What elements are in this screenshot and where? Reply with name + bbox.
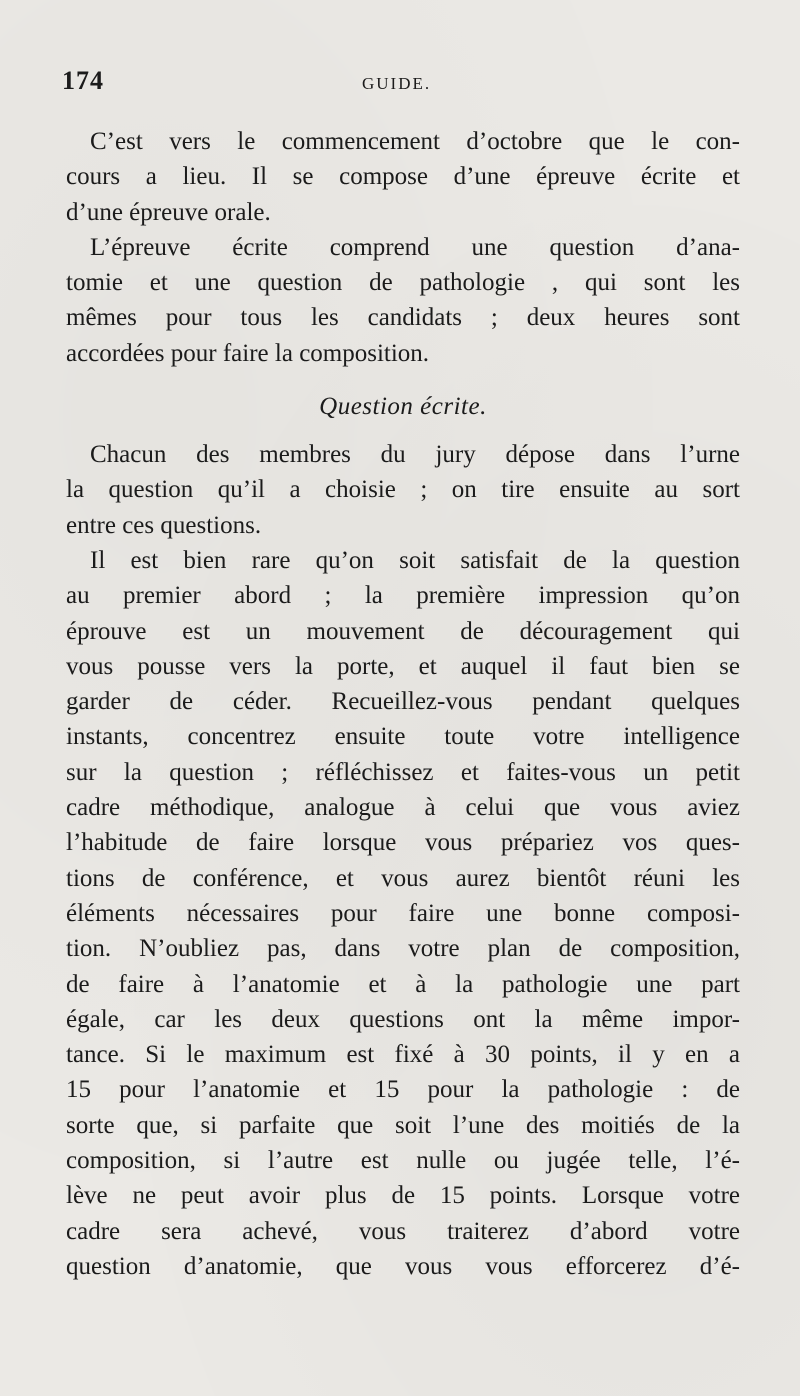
- text-line: composition, si l’autre est nulle ou jugée telle, l’é-: [66, 1147, 740, 1175]
- text-line: tomie et une question de pathologie , qui sont les: [66, 269, 740, 297]
- text-line: cadre méthodique, analogue à celui que vous aviez: [66, 794, 740, 822]
- text-line: accordées pour faire la composition.: [66, 339, 430, 367]
- text-line: la question qu’il a choisie ; on tire ensuite au sort: [66, 476, 740, 504]
- text-line: mêmes pour tous les candidats ; deux heures sont: [66, 304, 740, 332]
- text-line: question d’anatomie, que vous vous efforcerez d’é-: [66, 1252, 740, 1280]
- section-heading: Question écrite.: [319, 393, 487, 421]
- text-line: éléments nécessaires pour faire une bonne composi-: [66, 899, 740, 927]
- text-line: tions de conférence, et vous aurez bientôt réuni les: [66, 864, 740, 892]
- text-line: de faire à l’anatomie et à la pathologie une part: [66, 970, 740, 998]
- text-line: tion. N’oubliez pas, dans votre plan de composition,: [66, 935, 740, 963]
- text-line: garder de céder. Recueillez-vous pendant quelques: [66, 688, 740, 716]
- text-line: Il est bien rare qu’on soit satisfait de la question: [90, 546, 740, 574]
- text-line: éprouve est un mouvement de découragement qui: [66, 617, 740, 645]
- text-line: égale, car les deux questions ont la même impor-: [66, 1005, 740, 1033]
- page-number: 174: [62, 66, 104, 95]
- text-line: Chacun des membres du jury dépose dans l’urne: [90, 441, 740, 469]
- text-line: L’épreuve écrite comprend une question d’ana-: [90, 233, 740, 261]
- text-line: lève ne peut avoir plus de 15 points. Lorsque votre: [66, 1182, 740, 1210]
- running-title: GUIDE.: [362, 74, 432, 93]
- text-line: C’est vers le commencement d’octobre que le con-: [90, 128, 740, 155]
- text-line: cadre sera achevé, vous traiterez d’abord votre: [66, 1217, 740, 1245]
- text-line: cours a lieu. Il se compose d’une épreuve écrite et: [66, 163, 740, 191]
- text-line: l’habitude de faire lorsque vous prépariez vos ques-: [66, 829, 740, 857]
- page-header: [62, 66, 742, 106]
- text-line: sorte que, si parfaite que soit l’une des moitiés de la: [66, 1111, 740, 1139]
- text-line: vous pousse vers la porte, et auquel il faut bien se: [66, 652, 740, 680]
- text-line: tance. Si le maximum est fixé à 30 points, il y en a: [66, 1041, 740, 1069]
- text-line: instants, concentrez ensuite toute votre intelligence: [66, 723, 740, 751]
- text-line: entre ces questions.: [66, 511, 262, 539]
- text-line: au premier abord ; la première impression qu’on: [66, 582, 740, 610]
- text-line: sur la question ; réfléchissez et faites-vous un petit: [66, 758, 740, 786]
- text-line: 15 pour l’anatomie et 15 pour la pathologie : de: [66, 1076, 740, 1104]
- text-line: d’une épreuve orale.: [66, 198, 271, 226]
- body-text: [66, 124, 740, 1284]
